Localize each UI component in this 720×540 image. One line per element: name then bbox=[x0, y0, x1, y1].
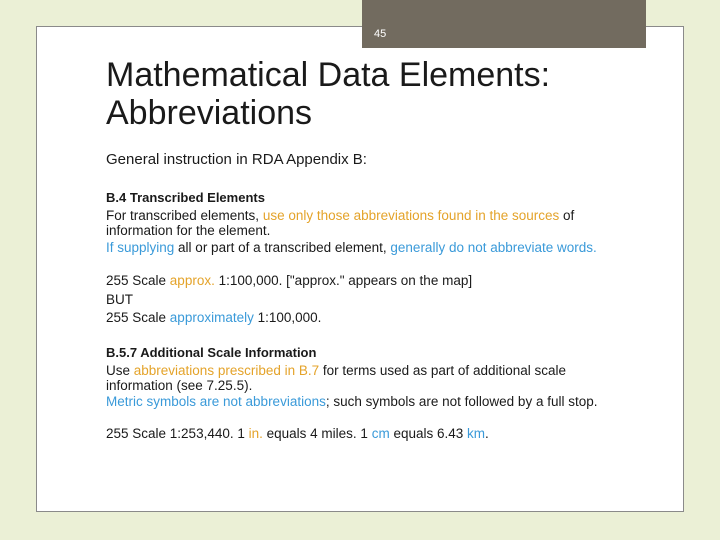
text: equals 4 miles. 1 bbox=[262, 425, 372, 441]
text: ; such symbols are not followed by a full stop. bbox=[325, 393, 598, 409]
highlight: use only those abbreviations found in the sources bbox=[262, 208, 560, 223]
b57-heading: B.5.7 Additional Scale Information bbox=[106, 344, 317, 360]
text: 255 Scale bbox=[106, 310, 170, 325]
slide-title bbox=[106, 56, 686, 132]
b4-paragraph-2 bbox=[106, 240, 626, 255]
slide-number: 45 bbox=[362, 0, 646, 48]
b57-paragraph-2 bbox=[106, 394, 626, 409]
subtitle: General instruction in RDA Appendix B: bbox=[106, 151, 367, 168]
text: . bbox=[485, 425, 489, 441]
highlight: generally do not abbreviate words. bbox=[390, 240, 597, 255]
b4-heading: B.4 Transcribed Elements bbox=[106, 190, 265, 205]
title-line-1: Mathematical Data Elements: bbox=[106, 56, 551, 94]
b57-example bbox=[106, 426, 626, 441]
highlight: km bbox=[467, 425, 486, 441]
text: 1:100,000. bbox=[253, 310, 322, 325]
highlight: If supplying bbox=[106, 240, 175, 255]
b4-example-2 bbox=[106, 309, 626, 328]
title-line-2: Abbreviations bbox=[106, 94, 313, 132]
b4-example-1 bbox=[106, 272, 626, 291]
text: For transcribed elements, bbox=[106, 208, 263, 223]
highlight: cm bbox=[371, 425, 390, 441]
slide-content bbox=[106, 151, 626, 441]
text: equals 6.43 bbox=[389, 425, 468, 441]
text: all or part of a transcribed element, bbox=[174, 240, 391, 255]
b4-example-but: BUT bbox=[106, 291, 133, 307]
text: for terms used as part of additional scale information (see 7.25.5). bbox=[106, 362, 567, 393]
highlight: approx. bbox=[169, 273, 215, 288]
highlight: in. bbox=[248, 425, 263, 441]
b4-paragraph-1 bbox=[106, 208, 626, 238]
highlight: abbreviations prescribed in B.7 bbox=[133, 362, 320, 378]
text: 255 Scale 1:253,440. 1 bbox=[106, 425, 249, 441]
text: Use bbox=[106, 362, 134, 378]
highlight: approximately bbox=[169, 310, 254, 325]
text: 1:100,000. ["approx." appears on the map] bbox=[214, 273, 473, 288]
text: 255 Scale bbox=[106, 273, 170, 288]
text: of information for the element. bbox=[106, 208, 575, 238]
highlight: Metric symbols are not abbreviations bbox=[106, 393, 326, 409]
b57-paragraph-1 bbox=[106, 363, 626, 393]
